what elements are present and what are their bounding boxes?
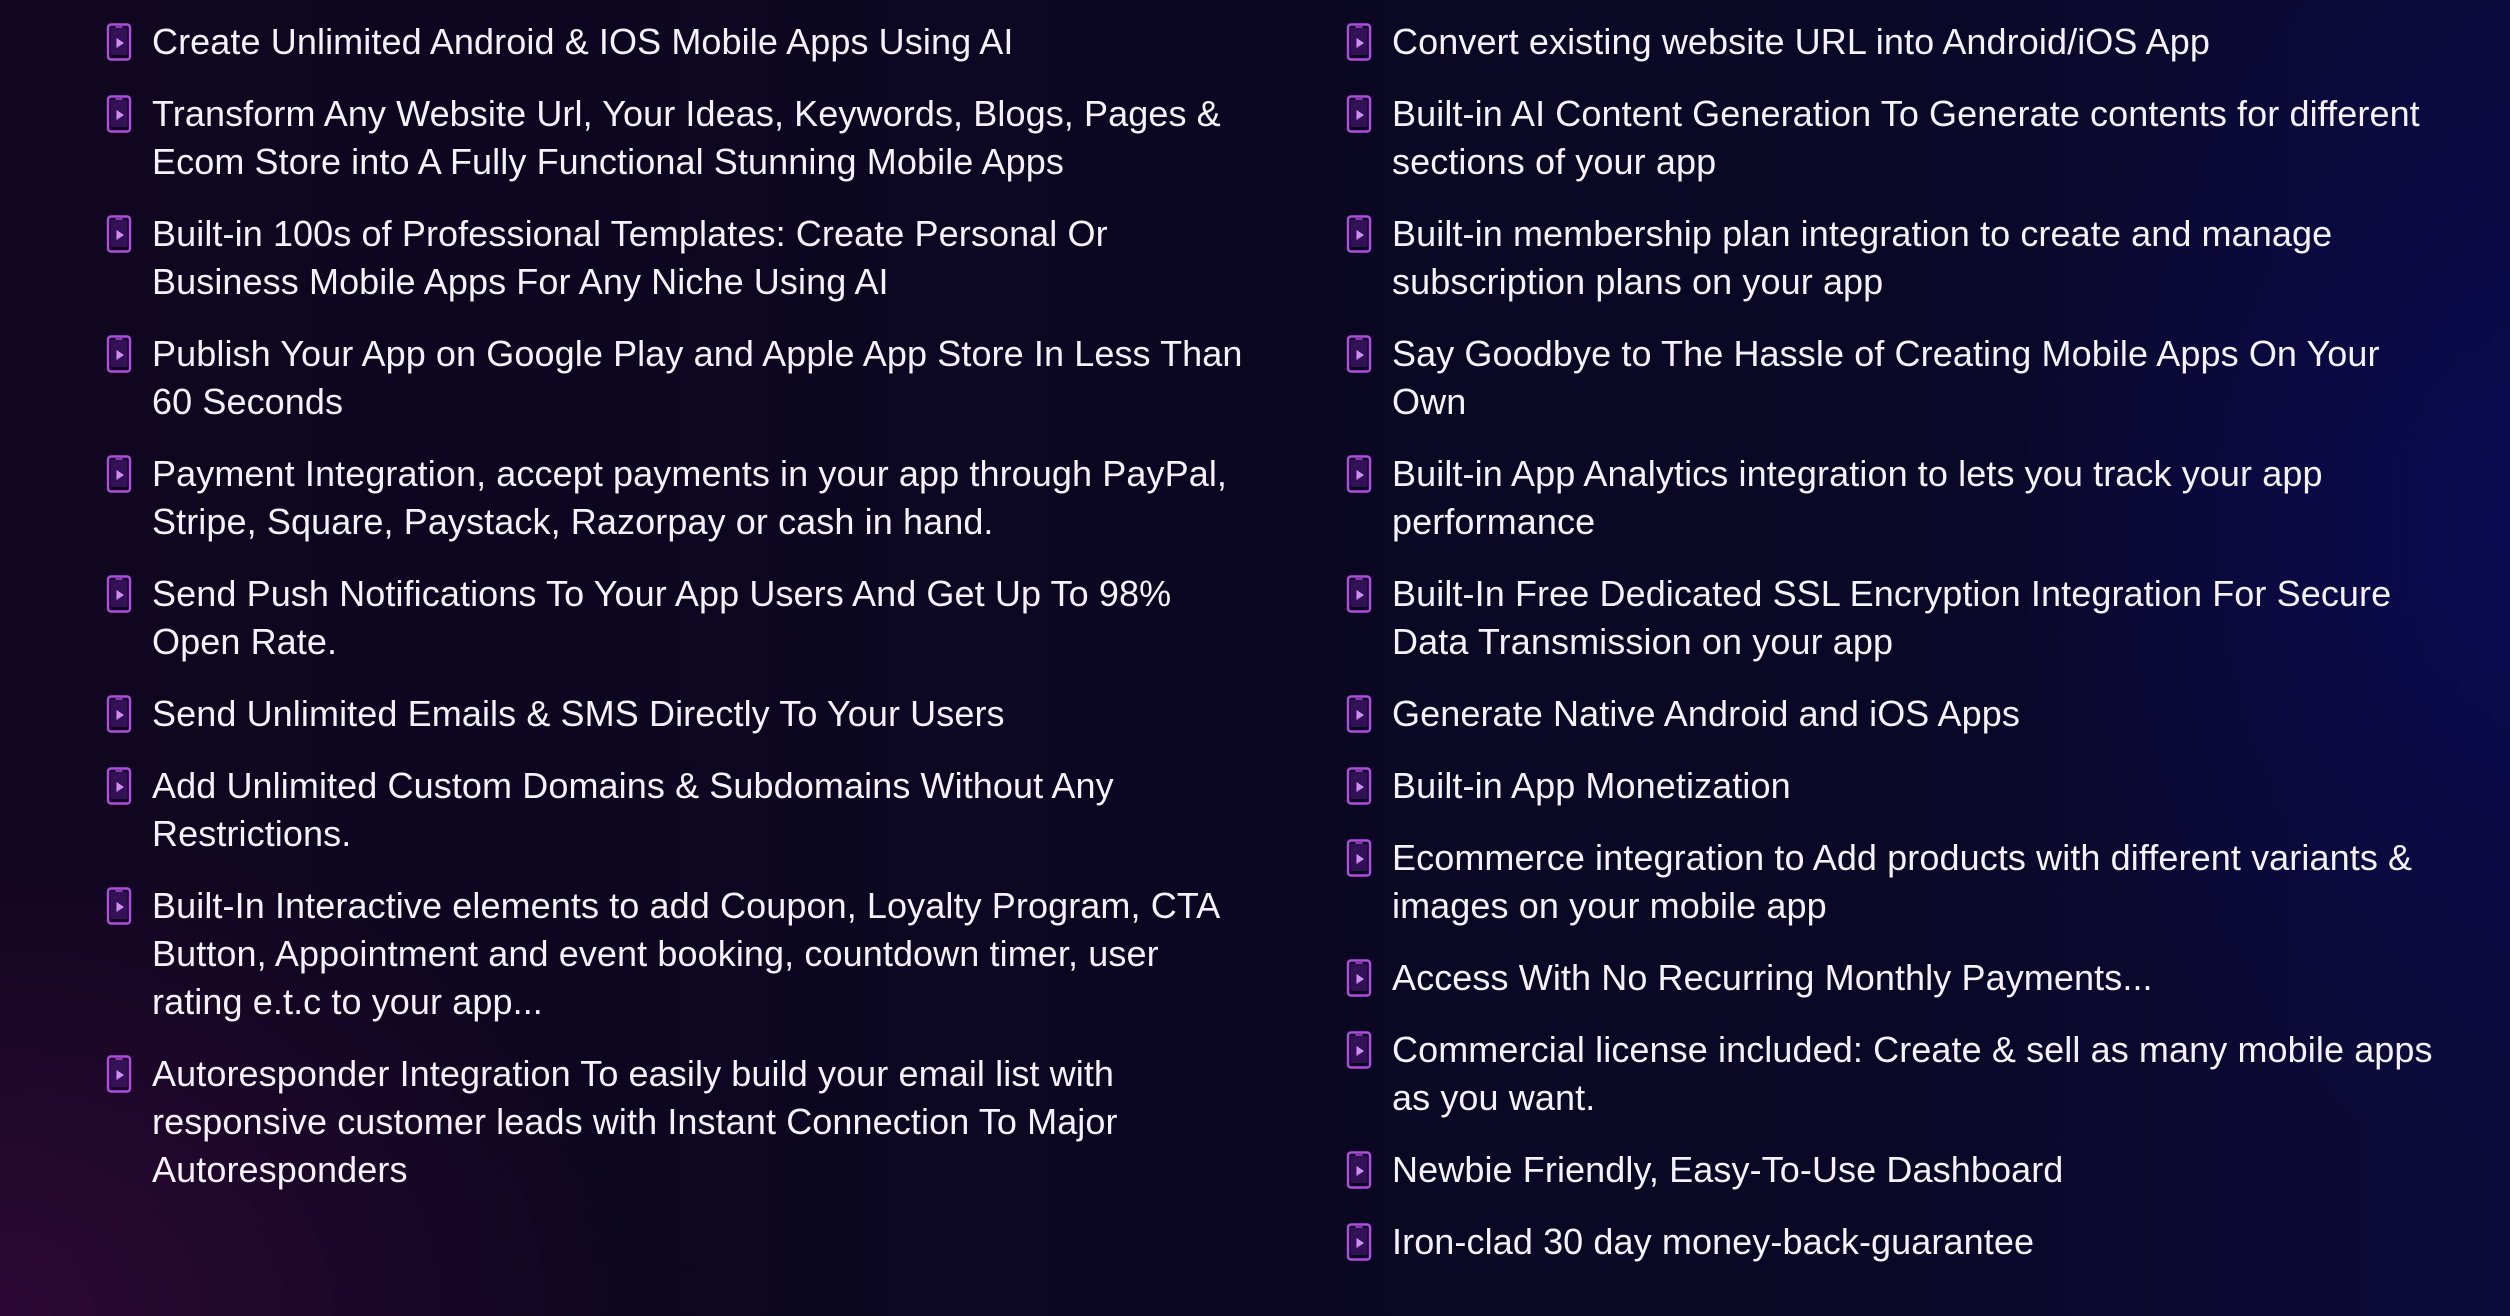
feature-list-item xyxy=(1338,90,2458,186)
mobile-phone-play-icon xyxy=(106,335,132,373)
feature-list-item xyxy=(1338,210,2458,306)
mobile-phone-play-icon xyxy=(106,23,132,61)
mobile-phone-play-icon xyxy=(106,575,132,613)
mobile-phone-play-icon xyxy=(1346,575,1372,613)
feature-text: Access With No Recurring Monthly Payments... xyxy=(1392,957,2153,998)
mobile-phone-play-icon xyxy=(106,455,132,493)
feature-text: Built-in AI Content Generation To Generate contents for different sections of your app xyxy=(1392,93,2420,182)
feature-text: Generate Native Android and iOS Apps xyxy=(1392,693,2020,734)
feature-list-item xyxy=(98,330,1258,426)
mobile-phone-play-icon xyxy=(1346,335,1372,373)
feature-text: Ecommerce integration to Add products with different variants & images on your mobile app xyxy=(1392,837,2413,926)
mobile-phone-play-icon xyxy=(1346,455,1372,493)
mobile-phone-play-icon xyxy=(106,767,132,805)
feature-list-right xyxy=(1338,18,2458,1290)
feature-text: Send Push Notifications To Your App Users And Get Up To 98% Open Rate. xyxy=(152,573,1172,662)
feature-text: Publish Your App on Google Play and Apple App Store In Less Than 60 Seconds xyxy=(152,333,1243,422)
feature-text: Built-in 100s of Professional Templates: Create Personal Or Business Mobile Apps For Any Niche Using AI xyxy=(152,213,1108,302)
feature-list-item xyxy=(1338,450,2458,546)
feature-text: Newbie Friendly, Easy-To-Use Dashboard xyxy=(1392,1149,2064,1190)
feature-text: Commercial license included: Create & sell as many mobile apps as you want. xyxy=(1392,1029,2433,1118)
mobile-phone-play-icon xyxy=(1346,215,1372,253)
feature-list-item xyxy=(1338,762,2458,810)
mobile-phone-play-icon xyxy=(106,695,132,733)
feature-text: Convert existing website URL into Android/iOS App xyxy=(1392,21,2210,62)
feature-list-item xyxy=(98,18,1258,66)
feature-list-item xyxy=(1338,834,2458,930)
feature-list-item xyxy=(1338,1218,2458,1266)
mobile-phone-play-icon xyxy=(106,887,132,925)
mobile-phone-play-icon xyxy=(1346,1223,1372,1261)
feature-list-item xyxy=(98,90,1258,186)
mobile-phone-play-icon xyxy=(1346,767,1372,805)
feature-text: Add Unlimited Custom Domains & Subdomains Without Any Restrictions. xyxy=(152,765,1114,854)
feature-text: Built-in App Monetization xyxy=(1392,765,1791,806)
mobile-phone-play-icon xyxy=(1346,695,1372,733)
feature-list-item xyxy=(98,570,1258,666)
feature-list-item xyxy=(98,690,1258,738)
feature-list-item xyxy=(98,882,1258,1026)
feature-list-item xyxy=(1338,1026,2458,1122)
feature-list-item xyxy=(98,1050,1258,1194)
mobile-phone-play-icon xyxy=(1346,1151,1372,1189)
feature-text: Send Unlimited Emails & SMS Directly To Your Users xyxy=(152,693,1005,734)
feature-text: Transform Any Website Url, Your Ideas, Keywords, Blogs, Pages & Ecom Store into A Fully Functional Stunning Mobile Apps xyxy=(152,93,1221,182)
feature-text: Say Goodbye to The Hassle of Creating Mobile Apps On Your Own xyxy=(1392,333,2380,422)
mobile-phone-play-icon xyxy=(106,1055,132,1093)
feature-text: Built-In Interactive elements to add Coupon, Loyalty Program, CTA Button, Appointment and event booking, countdown timer, user rating e.t.c to your app... xyxy=(152,885,1219,1022)
feature-list-item xyxy=(98,210,1258,306)
feature-text: Create Unlimited Android & IOS Mobile Apps Using AI xyxy=(152,21,1014,62)
mobile-phone-play-icon xyxy=(106,215,132,253)
feature-list-item xyxy=(98,762,1258,858)
feature-list-item xyxy=(1338,954,2458,1002)
feature-list-item xyxy=(1338,570,2458,666)
mobile-phone-play-icon xyxy=(1346,959,1372,997)
mobile-phone-play-icon xyxy=(106,95,132,133)
mobile-phone-play-icon xyxy=(1346,839,1372,877)
feature-list-item xyxy=(1338,330,2458,426)
feature-list-item xyxy=(98,450,1258,546)
feature-text: Iron-clad 30 day money-back-guarantee xyxy=(1392,1221,2035,1262)
feature-text: Built-in membership plan integration to create and manage subscription plans on your app xyxy=(1392,213,2333,302)
feature-text: Autoresponder Integration To easily build your email list with responsive customer leads with Instant Connection To Major Autoresponders xyxy=(152,1053,1118,1190)
feature-list-item xyxy=(1338,1146,2458,1194)
mobile-phone-play-icon xyxy=(1346,95,1372,133)
feature-list-item xyxy=(1338,18,2458,66)
mobile-phone-play-icon xyxy=(1346,23,1372,61)
feature-text: Built-in App Analytics integration to lets you track your app performance xyxy=(1392,453,2323,542)
feature-text: Built-In Free Dedicated SSL Encryption Integration For Secure Data Transmission on your app xyxy=(1392,573,2392,662)
mobile-phone-play-icon xyxy=(1346,1031,1372,1069)
feature-list-item xyxy=(1338,690,2458,738)
feature-text: Payment Integration, accept payments in your app through PayPal, Stripe, Square, Paystack, Razorpay or cash in hand. xyxy=(152,453,1228,542)
feature-list-left xyxy=(98,18,1258,1218)
